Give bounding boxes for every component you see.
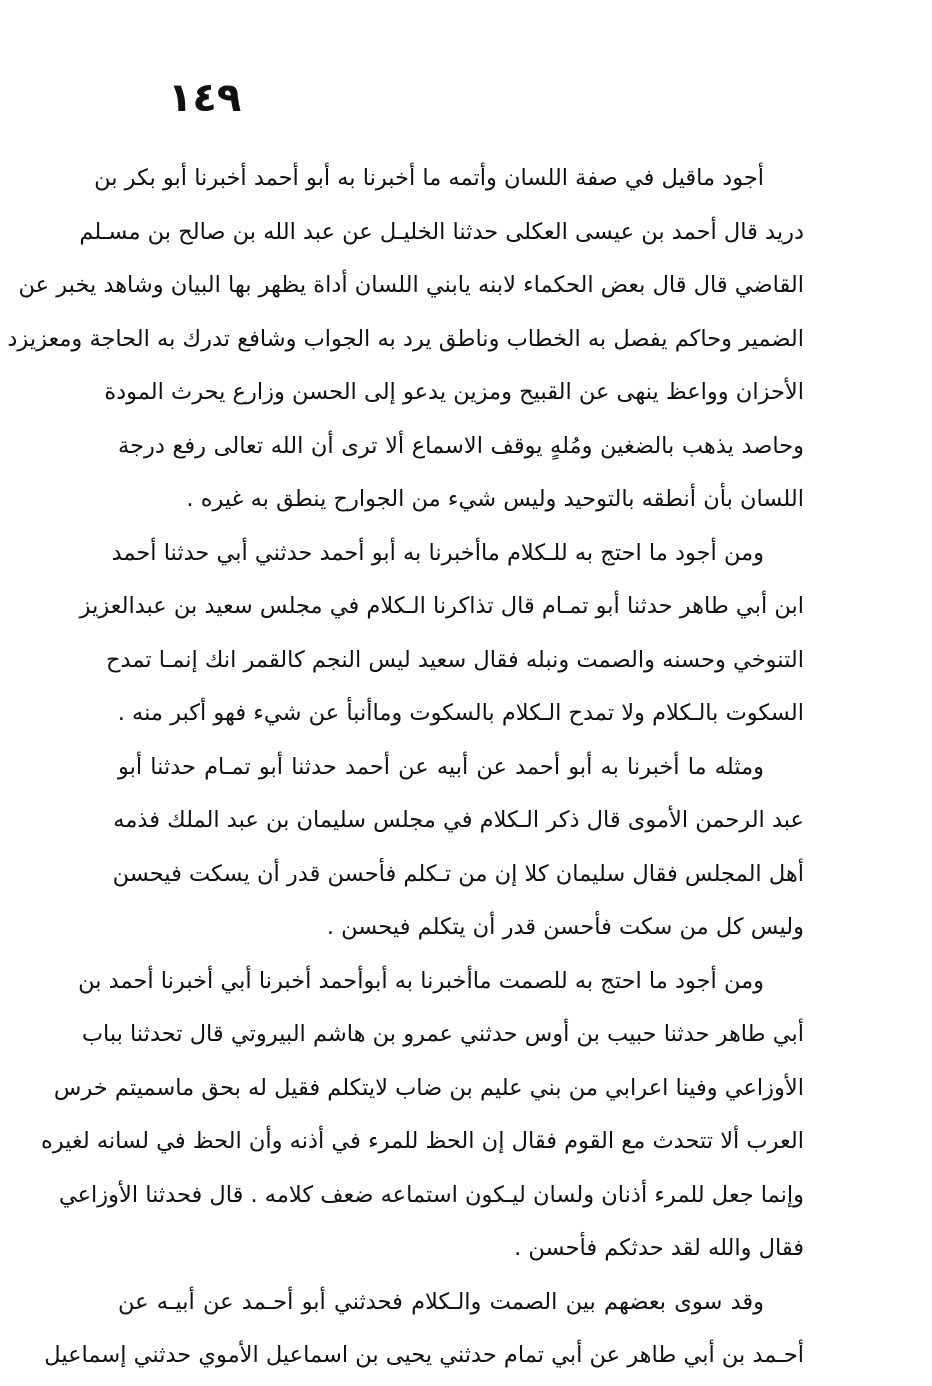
text-line: وليس كل من سكت فأحسن قدر أن يتكلم فيحسن . — [326, 914, 804, 940]
text-line: وحاصد يذهب بالضغين ومُلهٍ يوقف الاسماع ألا ترى أن الله تعالى رفع درجة — [118, 432, 804, 459]
text-line: التنوخي وحسنه والصمت ونبله فقال سعيد ليس النجم كالقمر انك إنمـا تمدح — [105, 646, 804, 673]
text-line: الأحزان وواعظ ينهى عن القبيح ومزين يدعو إلى الحسن وزارع يحرث المودة — [104, 379, 804, 405]
text-line: أحـمد بن أبي طاهر عن أبي تمام حدثني يحيى بن اسماعيل الأموي حدثني إسماعيل — [44, 1342, 804, 1368]
text-line: ومثله ما أخبرنا به أبو أحمد عن أبيه عن أحمد حدثنا أبو تمـام حدثنا أبو — [118, 753, 764, 780]
text-line: السكوت بالـكلام ولا تمدح الـكلام بالسكوت وماأنبأ عن شيء فهو أكبر منه . — [117, 700, 804, 726]
text-line: فقال والله لقد حدثكم فأحسن . — [514, 1235, 804, 1261]
text-line: دريد قال أحمد بن عيسى العكلى حدثنا الخليـل عن عبد الله بن صالح بن مسـلم — [79, 218, 804, 245]
paragraph — [79, 527, 804, 741]
text-line: ابن أبي طاهر حدثنا أبو تمـام قال تذاكرنا الـكلام في مجلس سعيد بن عبدالعزيز — [79, 593, 804, 619]
text-line: عبد الرحمن الأموى قال ذكر الـكلام في مجلس سليمان بن عبد الملك فذمه — [113, 807, 804, 833]
body-text — [7, 152, 804, 1383]
paragraph — [112, 741, 804, 955]
paragraph — [40, 955, 804, 1276]
page-number: ١٤٩ — [168, 75, 242, 121]
text-line: وقد سوى بعضهم بين الصمت والـكلام فحدثني أبو أحـمد عن أبيـه عن — [118, 1288, 764, 1315]
text-line: أبي طاهر حدثنا حبيب بن أوس حدثني عمرو بن هاشم البيروتي قال تحدثنا بباب — [81, 1021, 804, 1047]
paragraph — [44, 1276, 804, 1383]
text-line: العرب ألا تتحدث مع القوم فقال إن الحظ للمرء في أذنه وأن الحظ في لسانه لغيره — [40, 1128, 804, 1154]
text-line: الضمير وحاكم يفصل به الخطاب وناطق يرد به الجواب وشافع تدرك به الحاجة ومعزيزد — [7, 325, 804, 352]
text-line: القاضي قال قال بعض الحكماء لابنه يابني اللسان أداة يظهر بها البيان وشاهد يخبر عن — [18, 272, 804, 298]
text-line: ومن أجود ما احتج به للـكلام ماأخبرنا به أبو أحمد حدثني أبي حدثنا أحمد — [111, 539, 764, 566]
text-line: أجود ماقيل في صفة اللسان وأتمه ما أخبرنا به أبو أحمد أخبرنا أبو بكر بن — [94, 165, 764, 191]
text-line: أهل المجلس فقال سليمان كلا إن من تـكلم فأحسن قدر أن يسكت فيحسن — [112, 860, 804, 887]
paragraph — [7, 152, 804, 527]
text-line: الأوزاعي وفينا اعرابي من بني عليم بن ضاب لايتكلم فقيل له بحق ماسميتم خرس — [53, 1074, 804, 1101]
text-line: وإنما جعل للمرء أذنان ولسان ليـكون استماعه ضعف كلامه . قال فحدثنا الأوزاعي — [58, 1181, 804, 1208]
text-line: ومن أجود ما احتج به للصمت ماأخبرنا به أبوأحمد أخبرنا أبي أخبرنا أحمد بن — [78, 967, 764, 994]
text-line: اللسان بأن أنطقه بالتوحيد وليس شيء من الجوارح ينطق به غيره . — [186, 486, 804, 512]
